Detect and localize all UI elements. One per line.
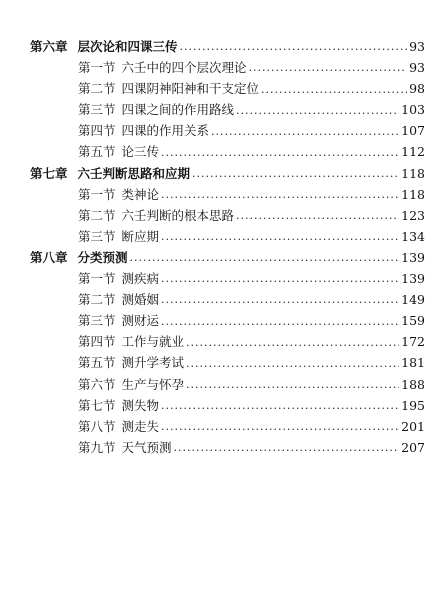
section-number: 第一节 xyxy=(78,60,116,76)
toc-section[interactable] xyxy=(30,268,425,289)
section-title: 四课之间的作用路线 xyxy=(121,102,235,118)
toc-chapter-6[interactable] xyxy=(30,36,425,57)
dot-leader xyxy=(161,292,399,305)
dot-leader xyxy=(236,102,399,115)
toc-section[interactable] xyxy=(30,374,425,395)
section-number: 第五节 xyxy=(78,355,116,371)
toc-section[interactable] xyxy=(30,289,425,310)
page-number: 118 xyxy=(401,165,425,181)
dot-leader xyxy=(161,418,399,431)
section-number: 第四节 xyxy=(78,123,116,139)
dot-leader xyxy=(192,165,399,178)
section-number: 第三节 xyxy=(78,102,116,118)
dot-leader xyxy=(186,355,399,368)
page-number: 93 xyxy=(409,60,425,76)
dot-leader xyxy=(161,271,399,284)
dot-leader xyxy=(186,334,399,347)
page-number: 103 xyxy=(401,102,425,118)
section-title: 测财运 xyxy=(121,313,160,329)
dot-leader xyxy=(180,39,408,52)
toc-section[interactable] xyxy=(30,331,425,352)
toc-section[interactable] xyxy=(30,310,425,331)
dot-leader xyxy=(161,144,399,157)
section-title: 工作与就业 xyxy=(121,334,185,350)
page-number: 181 xyxy=(401,355,425,371)
toc-section[interactable] xyxy=(30,226,425,247)
chapter-title: 层次论和四课三传 xyxy=(77,39,178,54)
chapter-title: 六壬判断思路和应期 xyxy=(77,165,191,181)
section-title: 断应期 xyxy=(121,228,160,244)
section-title: 六壬中的四个层次理论 xyxy=(121,60,247,76)
page-number: 118 xyxy=(401,186,425,202)
toc-section[interactable] xyxy=(30,416,425,437)
page-number: 159 xyxy=(401,313,425,329)
page-number: 112 xyxy=(401,144,425,160)
page-number: 188 xyxy=(401,376,425,392)
page-number: 107 xyxy=(401,123,425,139)
section-title: 天气预测 xyxy=(121,439,172,455)
dot-leader xyxy=(161,186,399,199)
dot-leader xyxy=(161,313,399,326)
toc-section[interactable] xyxy=(30,352,425,373)
section-number: 第六节 xyxy=(78,376,116,392)
section-number: 第七节 xyxy=(78,397,116,413)
page-number: 207 xyxy=(401,439,425,455)
toc-section[interactable] xyxy=(30,57,425,78)
dot-leader xyxy=(186,376,399,389)
chapter-number: 第六章 xyxy=(30,39,68,54)
toc-chapter-8[interactable] xyxy=(30,247,425,268)
dot-leader xyxy=(249,60,408,73)
section-number: 第四节 xyxy=(78,334,116,350)
toc-chapter-7[interactable] xyxy=(30,163,425,184)
dot-leader xyxy=(211,123,399,136)
section-number: 第三节 xyxy=(78,313,116,329)
toc-section[interactable] xyxy=(30,395,425,416)
section-title: 四课的作用关系 xyxy=(121,123,210,139)
chapter-number: 第七章 xyxy=(30,165,68,181)
section-title: 类神论 xyxy=(121,186,160,202)
dot-leader xyxy=(236,207,399,220)
page-number: 98 xyxy=(409,81,425,97)
toc-section[interactable] xyxy=(30,120,425,141)
section-title: 论三传 xyxy=(121,144,160,160)
section-title: 生产与怀孕 xyxy=(121,376,185,392)
section-number: 第九节 xyxy=(78,439,116,455)
section-number: 第三节 xyxy=(78,228,116,244)
section-number: 第一节 xyxy=(78,271,116,287)
page-number: 134 xyxy=(401,228,425,244)
page-number: 139 xyxy=(401,271,425,287)
chapter-number: 第八章 xyxy=(30,249,68,265)
dot-leader xyxy=(161,228,399,241)
dot-leader xyxy=(130,249,400,262)
toc-section[interactable] xyxy=(30,437,425,458)
toc-section[interactable] xyxy=(30,141,425,162)
toc-section[interactable] xyxy=(30,184,425,205)
section-number: 第二节 xyxy=(78,292,116,308)
section-title: 四课阴神阳神和干支定位 xyxy=(121,81,260,97)
section-title: 测疾病 xyxy=(121,271,160,287)
page-number: 172 xyxy=(401,334,425,350)
section-number: 第二节 xyxy=(78,81,116,97)
page-number: 123 xyxy=(401,207,425,223)
section-title: 六壬判断的根本思路 xyxy=(121,207,235,223)
section-title: 测走失 xyxy=(121,418,160,434)
section-number: 第一节 xyxy=(78,186,116,202)
table-of-contents xyxy=(30,36,425,458)
dot-leader xyxy=(261,81,407,94)
page-number: 139 xyxy=(401,249,425,265)
page-number: 201 xyxy=(401,418,425,434)
section-number: 第八节 xyxy=(78,418,116,434)
page-number: 93 xyxy=(409,39,425,54)
chapter-title: 分类预测 xyxy=(77,249,128,265)
section-number: 第二节 xyxy=(78,207,116,223)
toc-section[interactable] xyxy=(30,78,425,99)
page-number: 195 xyxy=(401,397,425,413)
toc-section[interactable] xyxy=(30,99,425,120)
dot-leader xyxy=(161,397,399,410)
section-number: 第五节 xyxy=(78,144,116,160)
toc-section[interactable] xyxy=(30,205,425,226)
page-number: 149 xyxy=(401,292,425,308)
section-title: 测升学考试 xyxy=(121,355,185,371)
section-title: 测失物 xyxy=(121,397,160,413)
dot-leader xyxy=(174,439,400,452)
section-title: 测婚姻 xyxy=(121,292,160,308)
